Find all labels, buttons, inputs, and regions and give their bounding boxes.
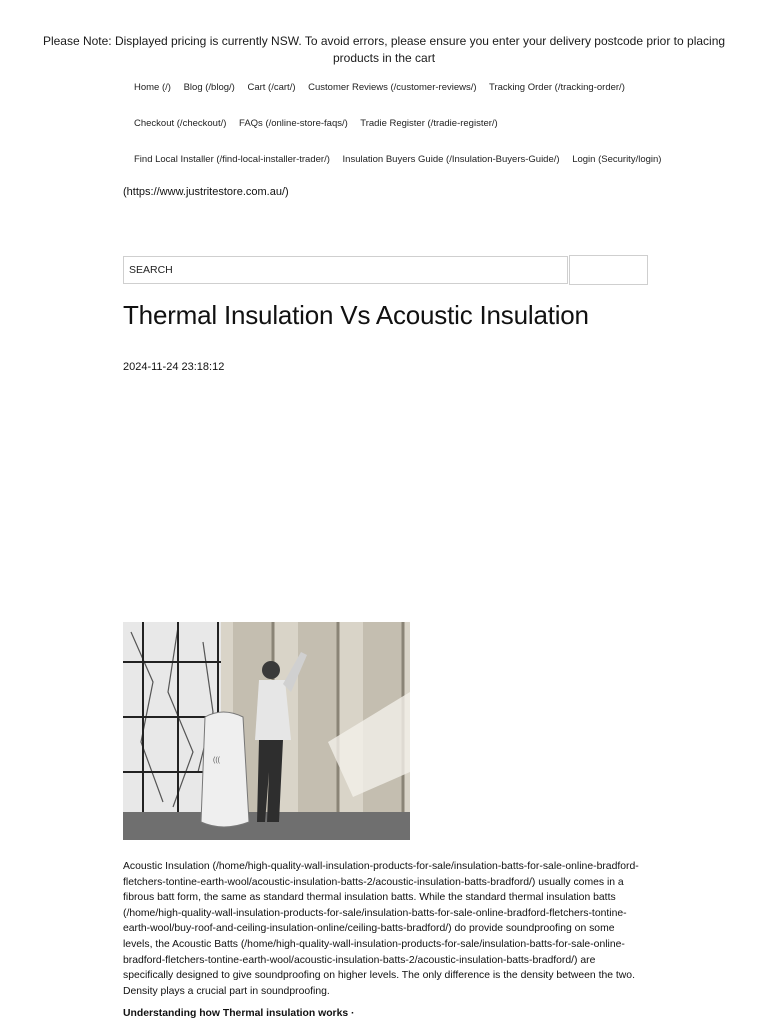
nav-link-tradie-register[interactable]: Tradie Register (/tradie-register/) bbox=[360, 118, 498, 129]
nav-link-insulation-buyers-guide[interactable]: Insulation Buyers Guide (/Insulation-Buyers-Guide/) bbox=[342, 154, 560, 165]
nav-link-blog[interactable]: Blog (/blog/) bbox=[183, 82, 235, 93]
svg-text:(((: ((( bbox=[213, 757, 220, 764]
article-body bbox=[123, 859, 643, 999]
article-subheading: Understanding how Thermal insulation works · bbox=[123, 1008, 355, 1019]
article-paragraph: Acoustic Insulation (/home/high-quality-wall-insulation-products-for-sale/insulation-batts-for-sale-online-bradford-fletchers-tontine-earth-wool/acoustic-insulation-batts-2/acoustic-insulation-batts-bradford/) usually comes in a fibrous batt form, the same as standard thermal insulation batts. While the standard thermal insulation batts (/home/high-quality-wall-insulation-products-for-sale/insulation-batts-for-sale-online-bradford-fletchers-tontine-earth-wool/buy-roof-and-ceiling-insulation-online/ceiling-batts-bradford/) do provide soundproofing on some levels, the Acoustic Batts (/home/high-quality-wall-insulation-products-for-sale/insulation-batts-for-sale-online-bradford-fletchers-tontine-earth-wool/acoustic-insulation-batts-2/acoustic-insulation-batts-bradford/) are specifically designed to give soundproofing on higher levels. The only difference is the density between the two. Density plays a crucial part in soundproofing. bbox=[123, 861, 639, 997]
nav-link-checkout[interactable]: Checkout (/checkout/) bbox=[134, 118, 227, 129]
search-input[interactable] bbox=[123, 256, 568, 284]
pricing-notice: Please Note: Displayed pricing is currently NSW. To avoid errors, please ensure you enter your delivery postcode prior to placing products in the cart bbox=[42, 34, 726, 65]
search-button[interactable] bbox=[569, 255, 648, 285]
nav-link-customer-reviews[interactable]: Customer Reviews (/customer-reviews/) bbox=[308, 82, 477, 93]
nav-link-home[interactable]: Home (/) bbox=[134, 82, 171, 93]
page-title: Thermal Insulation Vs Acoustic Insulation bbox=[123, 300, 589, 330]
nav-link-login[interactable]: Login (Security/login) bbox=[572, 154, 662, 165]
post-date: 2024-11-24 23:18:12 bbox=[123, 361, 225, 373]
article-image bbox=[123, 622, 410, 840]
nav-link-faqs[interactable]: FAQs (/online-store-faqs/) bbox=[239, 118, 348, 129]
nav-row-3 bbox=[134, 153, 671, 167]
nav-link-cart[interactable]: Cart (/cart/) bbox=[247, 82, 296, 93]
site-logo-link[interactable]: (https://www.justritestore.com.au/) bbox=[123, 186, 289, 198]
nav-link-tracking-order[interactable]: Tracking Order (/tracking-order/) bbox=[489, 82, 625, 93]
nav-row-1 bbox=[134, 81, 635, 95]
nav-row-2 bbox=[134, 117, 508, 131]
nav-link-find-local-installer[interactable]: Find Local Installer (/find-local-installer-trader/) bbox=[134, 154, 330, 165]
